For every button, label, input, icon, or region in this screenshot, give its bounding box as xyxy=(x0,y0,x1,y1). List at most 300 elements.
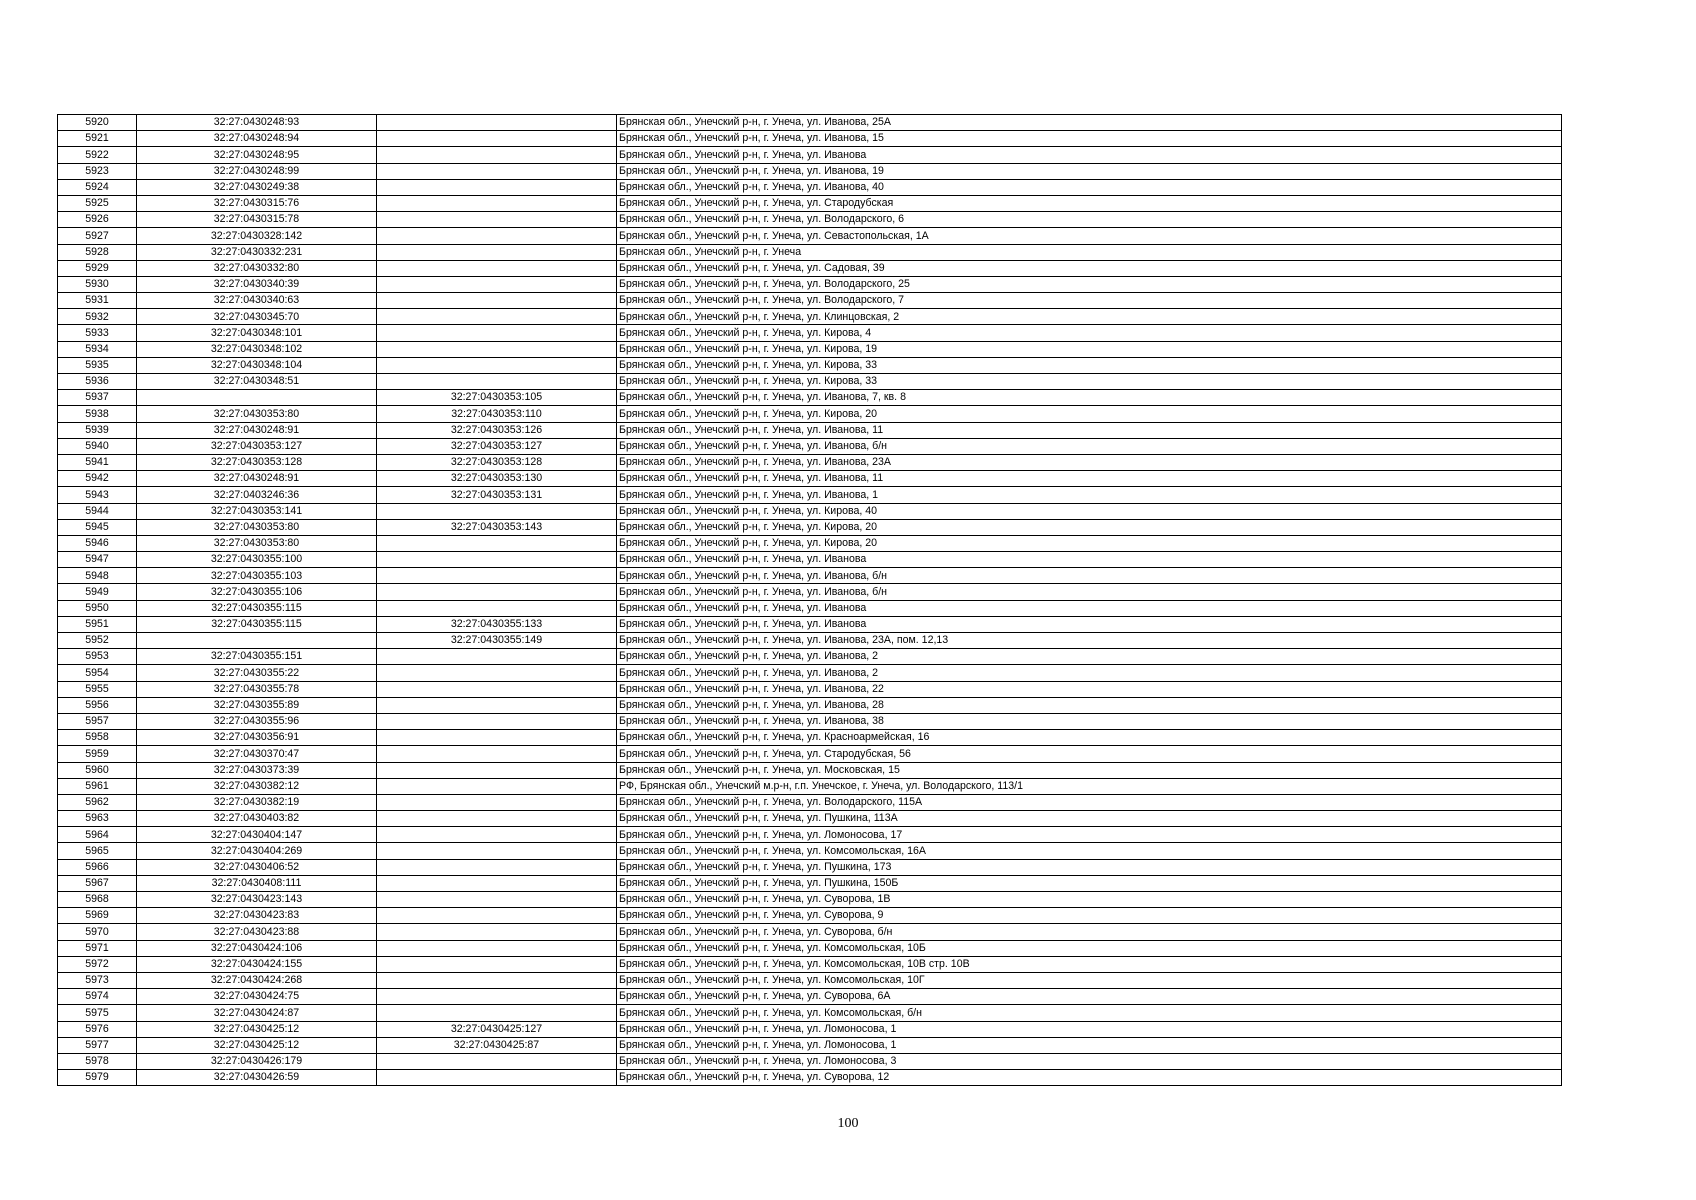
related-cadastral-number-cell xyxy=(377,600,617,616)
related-cadastral-number-cell xyxy=(377,875,617,891)
cadastral-number-cell: 32:27:0430424:155 xyxy=(137,956,377,972)
related-cadastral-number-cell xyxy=(377,244,617,260)
row-number-cell: 5955 xyxy=(58,681,137,697)
table-row xyxy=(58,519,1562,535)
row-number-cell: 5942 xyxy=(58,471,137,487)
address-cell: Брянская обл., Унечский р-н, г. Унеча, ул. Комсомольская, 10Б xyxy=(617,940,1562,956)
table-row xyxy=(58,293,1562,309)
table-row xyxy=(58,212,1562,228)
related-cadastral-number-cell xyxy=(377,341,617,357)
row-number-cell: 5978 xyxy=(58,1053,137,1069)
address-cell: Брянская обл., Унечский р-н, г. Унеча, ул. Московская, 15 xyxy=(617,762,1562,778)
table-row xyxy=(58,325,1562,341)
cadastral-number-cell: 32:27:0430373:39 xyxy=(137,762,377,778)
table-row xyxy=(58,730,1562,746)
cadastral-number-cell: 32:27:0430353:141 xyxy=(137,503,377,519)
cadastral-number-cell: 32:27:0430248:91 xyxy=(137,471,377,487)
related-cadastral-number-cell xyxy=(377,584,617,600)
cadastral-number-cell: 32:27:0430425:12 xyxy=(137,1021,377,1037)
row-number-cell: 5940 xyxy=(58,438,137,454)
related-cadastral-number-cell xyxy=(377,535,617,551)
cadastral-number-cell: 32:27:0430425:12 xyxy=(137,1037,377,1053)
cadastral-number-cell: 32:27:0430249:38 xyxy=(137,179,377,195)
address-cell: Брянская обл., Унечский р-н, г. Унеча, ул. Володарского, 6 xyxy=(617,212,1562,228)
related-cadastral-number-cell xyxy=(377,972,617,988)
related-cadastral-number-cell: 32:27:0430353:143 xyxy=(377,519,617,535)
address-cell: Брянская обл., Унечский р-н, г. Унеча, ул. Кирова, 19 xyxy=(617,341,1562,357)
related-cadastral-number-cell xyxy=(377,697,617,713)
address-cell: Брянская обл., Унечский р-н, г. Унеча, ул. Иванова, 38 xyxy=(617,713,1562,729)
related-cadastral-number-cell xyxy=(377,309,617,325)
cadastral-number-cell: 32:27:0430248:99 xyxy=(137,163,377,179)
row-number-cell: 5964 xyxy=(58,827,137,843)
cadastral-number-cell: 32:27:0430345:70 xyxy=(137,309,377,325)
cadastral-number-cell: 32:27:0430340:63 xyxy=(137,293,377,309)
table-row xyxy=(58,956,1562,972)
related-cadastral-number-cell xyxy=(377,956,617,972)
cadastral-number-cell: 32:27:0430424:87 xyxy=(137,1005,377,1021)
table-row xyxy=(58,713,1562,729)
cadastral-number-cell: 32:27:0430403:82 xyxy=(137,811,377,827)
cadastral-number-cell: 32:27:0430328:142 xyxy=(137,228,377,244)
row-number-cell: 5928 xyxy=(58,244,137,260)
table-row xyxy=(58,633,1562,649)
cadastral-number-cell: 32:27:0430348:51 xyxy=(137,374,377,390)
cadastral-number-cell: 32:27:0430355:100 xyxy=(137,552,377,568)
cadastral-number-cell: 32:27:0430423:88 xyxy=(137,924,377,940)
address-cell: Брянская обл., Унечский р-н, г. Унеча, ул. Ломоносова, 1 xyxy=(617,1037,1562,1053)
row-number-cell: 5958 xyxy=(58,730,137,746)
row-number-cell: 5944 xyxy=(58,503,137,519)
cadastral-number-cell: 32:27:0430408:111 xyxy=(137,875,377,891)
cadastral-number-cell: 32:27:0430426:179 xyxy=(137,1053,377,1069)
row-number-cell: 5945 xyxy=(58,519,137,535)
related-cadastral-number-cell xyxy=(377,924,617,940)
related-cadastral-number-cell: 32:27:0430353:105 xyxy=(377,390,617,406)
row-number-cell: 5951 xyxy=(58,616,137,632)
address-cell: Брянская обл., Унечский р-н, г. Унеча, ул. Иванова, 25А xyxy=(617,115,1562,131)
address-cell: Брянская обл., Унечский р-н, г. Унеча, ул. Пушкина, 150Б xyxy=(617,875,1562,891)
cadastral-number-cell: 32:27:0430355:78 xyxy=(137,681,377,697)
related-cadastral-number-cell: 32:27:0430355:133 xyxy=(377,616,617,632)
row-number-cell: 5970 xyxy=(58,924,137,940)
address-cell: Брянская обл., Унечский р-н, г. Унеча, ул. Иванова xyxy=(617,147,1562,163)
table-row xyxy=(58,827,1562,843)
cadastral-number-cell: 32:27:0430355:106 xyxy=(137,584,377,600)
table-row xyxy=(58,357,1562,373)
address-cell: Брянская обл., Унечский р-н, г. Унеча, ул. Володарского, 25 xyxy=(617,276,1562,292)
cadastral-number-cell: 32:27:0430332:231 xyxy=(137,244,377,260)
cadastral-number-cell: 32:27:0430426:59 xyxy=(137,1070,377,1086)
table-row xyxy=(58,487,1562,503)
table-row xyxy=(58,244,1562,260)
row-number-cell: 5933 xyxy=(58,325,137,341)
address-cell: Брянская обл., Унечский р-н, г. Унеча, ул. Суворова, б/н xyxy=(617,924,1562,940)
cadastral-number-cell xyxy=(137,390,377,406)
table-row xyxy=(58,697,1562,713)
address-cell: Брянская обл., Унечский р-н, г. Унеча, ул. Комсомольская, 10В стр. 10В xyxy=(617,956,1562,972)
row-number-cell: 5979 xyxy=(58,1070,137,1086)
cadastral-number-cell: 32:27:0430340:39 xyxy=(137,276,377,292)
cadastral-number-cell: 32:27:0430355:115 xyxy=(137,616,377,632)
page-number: 100 xyxy=(837,1116,859,1131)
address-cell: Брянская обл., Унечский р-н, г. Унеча, ул. Садовая, 39 xyxy=(617,260,1562,276)
related-cadastral-number-cell xyxy=(377,357,617,373)
related-cadastral-number-cell xyxy=(377,730,617,746)
table-row xyxy=(58,649,1562,665)
table-row xyxy=(58,1070,1562,1086)
table-row xyxy=(58,989,1562,1005)
row-number-cell: 5924 xyxy=(58,179,137,195)
cadastral-number-cell: 32:27:0430353:127 xyxy=(137,438,377,454)
row-number-cell: 5967 xyxy=(58,875,137,891)
related-cadastral-number-cell xyxy=(377,1070,617,1086)
table-row xyxy=(58,908,1562,924)
table-row xyxy=(58,600,1562,616)
address-cell: Брянская обл., Унечский р-н, г. Унеча, ул. Суворова, 12 xyxy=(617,1070,1562,1086)
related-cadastral-number-cell xyxy=(377,293,617,309)
address-cell: Брянская обл., Унечский р-н, г. Унеча, ул. Ломоносова, 3 xyxy=(617,1053,1562,1069)
address-cell: Брянская обл., Унечский р-н, г. Унеча, ул. Иванова, 23А xyxy=(617,454,1562,470)
table-row xyxy=(58,195,1562,211)
address-cell: Брянская обл., Унечский р-н, г. Унеча, ул. Иванова, 2 xyxy=(617,649,1562,665)
table-row xyxy=(58,892,1562,908)
table-row xyxy=(58,535,1562,551)
cadastral-number-cell: 32:27:0430424:106 xyxy=(137,940,377,956)
row-number-cell: 5968 xyxy=(58,892,137,908)
row-number-cell: 5948 xyxy=(58,568,137,584)
cadastral-number-cell: 32:27:0430248:95 xyxy=(137,147,377,163)
row-number-cell: 5972 xyxy=(58,956,137,972)
row-number-cell: 5957 xyxy=(58,713,137,729)
table-row xyxy=(58,276,1562,292)
row-number-cell: 5931 xyxy=(58,293,137,309)
table-row xyxy=(58,471,1562,487)
row-number-cell: 5977 xyxy=(58,1037,137,1053)
table-row xyxy=(58,438,1562,454)
row-number-cell: 5927 xyxy=(58,228,137,244)
table-row xyxy=(58,454,1562,470)
cadastral-number-cell: 32:27:0430332:80 xyxy=(137,260,377,276)
cadastral-number-cell: 32:27:0430348:102 xyxy=(137,341,377,357)
address-cell: Брянская обл., Унечский р-н, г. Унеча, ул. Иванова xyxy=(617,600,1562,616)
table-row xyxy=(58,1037,1562,1053)
related-cadastral-number-cell xyxy=(377,195,617,211)
table-row xyxy=(58,228,1562,244)
table-row xyxy=(58,552,1562,568)
table-row xyxy=(58,406,1562,422)
row-number-cell: 5922 xyxy=(58,147,137,163)
address-cell: Брянская обл., Унечский р-н, г. Унеча, ул. Суворова, 9 xyxy=(617,908,1562,924)
related-cadastral-number-cell: 32:27:0430353:131 xyxy=(377,487,617,503)
cadastral-number-cell: 32:27:0430353:80 xyxy=(137,519,377,535)
related-cadastral-number-cell xyxy=(377,212,617,228)
cadastral-number-cell: 32:27:0403246:36 xyxy=(137,487,377,503)
address-cell: Брянская обл., Унечский р-н, г. Унеча, ул. Кирова, 33 xyxy=(617,357,1562,373)
address-cell: Брянская обл., Унечский р-н, г. Унеча, ул. Иванова, 22 xyxy=(617,681,1562,697)
related-cadastral-number-cell xyxy=(377,325,617,341)
table-row xyxy=(58,390,1562,406)
related-cadastral-number-cell xyxy=(377,746,617,762)
cadastral-number-cell: 32:27:0430423:143 xyxy=(137,892,377,908)
cadastral-number-cell: 32:27:0430353:80 xyxy=(137,406,377,422)
row-number-cell: 5938 xyxy=(58,406,137,422)
row-number-cell: 5975 xyxy=(58,1005,137,1021)
cadastral-number-cell: 32:27:0430348:104 xyxy=(137,357,377,373)
related-cadastral-number-cell xyxy=(377,115,617,131)
related-cadastral-number-cell xyxy=(377,843,617,859)
related-cadastral-number-cell xyxy=(377,552,617,568)
table-row xyxy=(58,875,1562,891)
row-number-cell: 5934 xyxy=(58,341,137,357)
address-cell: Брянская обл., Унечский р-н, г. Унеча, ул. Иванова, 15 xyxy=(617,131,1562,147)
related-cadastral-number-cell xyxy=(377,163,617,179)
related-cadastral-number-cell xyxy=(377,892,617,908)
cadastral-number-cell xyxy=(137,633,377,649)
row-number-cell: 5949 xyxy=(58,584,137,600)
table-row xyxy=(58,794,1562,810)
table-row xyxy=(58,147,1562,163)
address-cell: Брянская обл., Унечский р-н, г. Унеча, ул. Кирова, 20 xyxy=(617,535,1562,551)
row-number-cell: 5941 xyxy=(58,454,137,470)
address-cell: Брянская обл., Унечский р-н, г. Унеча, ул. Кирова, 20 xyxy=(617,519,1562,535)
address-cell: Брянская обл., Унечский р-н, г. Унеча, ул. Комсомольская, 16А xyxy=(617,843,1562,859)
related-cadastral-number-cell xyxy=(377,859,617,875)
address-cell: Брянская обл., Унечский р-н, г. Унеча, ул. Комсомольская, 10Г xyxy=(617,972,1562,988)
cadastral-number-cell: 32:27:0430353:128 xyxy=(137,454,377,470)
table-row xyxy=(58,341,1562,357)
row-number-cell: 5920 xyxy=(58,115,137,131)
related-cadastral-number-cell xyxy=(377,649,617,665)
related-cadastral-number-cell xyxy=(377,276,617,292)
address-cell: Брянская обл., Унечский р-н, г. Унеча, ул. Пушкина, 173 xyxy=(617,859,1562,875)
address-cell: Брянская обл., Унечский р-н, г. Унеча, ул. Иванова, 11 xyxy=(617,422,1562,438)
related-cadastral-number-cell xyxy=(377,260,617,276)
address-cell: Брянская обл., Унечский р-н, г. Унеча, ул. Иванова, 40 xyxy=(617,179,1562,195)
table-row xyxy=(58,616,1562,632)
table-row xyxy=(58,681,1562,697)
address-cell: Брянская обл., Унечский р-н, г. Унеча, ул. Иванова, 19 xyxy=(617,163,1562,179)
related-cadastral-number-cell xyxy=(377,681,617,697)
row-number-cell: 5947 xyxy=(58,552,137,568)
row-number-cell: 5961 xyxy=(58,778,137,794)
related-cadastral-number-cell xyxy=(377,908,617,924)
address-cell: Брянская обл., Унечский р-н, г. Унеча, ул. Иванова xyxy=(617,616,1562,632)
table-row xyxy=(58,1053,1562,1069)
address-cell: Брянская обл., Унечский р-н, г. Унеча, ул. Иванова, 2 xyxy=(617,665,1562,681)
address-cell: Брянская обл., Унечский р-н, г. Унеча, ул. Пушкина, 113А xyxy=(617,811,1562,827)
table-row xyxy=(58,843,1562,859)
row-number-cell: 5921 xyxy=(58,131,137,147)
cadastral-number-cell: 32:27:0430315:78 xyxy=(137,212,377,228)
table-row xyxy=(58,260,1562,276)
cadastral-number-cell: 32:27:0430355:103 xyxy=(137,568,377,584)
cadastral-number-cell: 32:27:0430404:269 xyxy=(137,843,377,859)
address-cell: Брянская обл., Унечский р-н, г. Унеча, ул. Кирова, 4 xyxy=(617,325,1562,341)
related-cadastral-number-cell xyxy=(377,374,617,390)
address-cell: Брянская обл., Унечский р-н, г. Унеча, ул. Кирова, 20 xyxy=(617,406,1562,422)
table-row xyxy=(58,131,1562,147)
table-row xyxy=(58,924,1562,940)
table-row xyxy=(58,584,1562,600)
table-row xyxy=(58,179,1562,195)
related-cadastral-number-cell xyxy=(377,989,617,1005)
address-cell: Брянская обл., Унечский р-н, г. Унеча, ул. Володарского, 7 xyxy=(617,293,1562,309)
row-number-cell: 5953 xyxy=(58,649,137,665)
cadastral-number-cell: 32:27:0430424:75 xyxy=(137,989,377,1005)
cadastral-number-cell: 32:27:0430348:101 xyxy=(137,325,377,341)
address-cell: Брянская обл., Унечский р-н, г. Унеча, ул. Стародубская xyxy=(617,195,1562,211)
related-cadastral-number-cell xyxy=(377,811,617,827)
table-row xyxy=(58,972,1562,988)
cadastral-number-cell: 32:27:0430424:268 xyxy=(137,972,377,988)
related-cadastral-number-cell xyxy=(377,147,617,163)
row-number-cell: 5973 xyxy=(58,972,137,988)
table-row xyxy=(58,422,1562,438)
cadastral-number-cell: 32:27:0430248:94 xyxy=(137,131,377,147)
cadastral-number-cell: 32:27:0430406:52 xyxy=(137,859,377,875)
row-number-cell: 5959 xyxy=(58,746,137,762)
table-row xyxy=(58,568,1562,584)
cadastral-number-cell: 32:27:0430370:47 xyxy=(137,746,377,762)
related-cadastral-number-cell xyxy=(377,131,617,147)
related-cadastral-number-cell xyxy=(377,1053,617,1069)
row-number-cell: 5974 xyxy=(58,989,137,1005)
row-number-cell: 5925 xyxy=(58,195,137,211)
row-number-cell: 5937 xyxy=(58,390,137,406)
cadastral-number-cell: 32:27:0430355:22 xyxy=(137,665,377,681)
table-row xyxy=(58,859,1562,875)
table-row xyxy=(58,1021,1562,1037)
cadastral-number-cell: 32:27:0430382:12 xyxy=(137,778,377,794)
registry-table-body xyxy=(58,115,1562,1086)
related-cadastral-number-cell: 32:27:0430353:126 xyxy=(377,422,617,438)
address-cell: РФ, Брянская обл., Унечский м.р-н, г.п. Унечское, г. Унеча, ул. Володарского, 113/1 xyxy=(617,778,1562,794)
related-cadastral-number-cell xyxy=(377,228,617,244)
table-row xyxy=(58,1005,1562,1021)
row-number-cell: 5946 xyxy=(58,535,137,551)
related-cadastral-number-cell: 32:27:0430353:128 xyxy=(377,454,617,470)
address-cell: Брянская обл., Унечский р-н, г. Унеча, ул. Ломоносова, 17 xyxy=(617,827,1562,843)
row-number-cell: 5923 xyxy=(58,163,137,179)
address-cell: Брянская обл., Унечский р-н, г. Унеча, ул. Ломоносова, 1 xyxy=(617,1021,1562,1037)
address-cell: Брянская обл., Унечский р-н, г. Унеча, ул. Иванова, б/н xyxy=(617,584,1562,600)
table-row xyxy=(58,778,1562,794)
related-cadastral-number-cell xyxy=(377,713,617,729)
related-cadastral-number-cell: 32:27:0430353:130 xyxy=(377,471,617,487)
related-cadastral-number-cell: 32:27:0430353:127 xyxy=(377,438,617,454)
cadastral-number-cell: 32:27:0430355:115 xyxy=(137,600,377,616)
row-number-cell: 5950 xyxy=(58,600,137,616)
row-number-cell: 5971 xyxy=(58,940,137,956)
table-row xyxy=(58,374,1562,390)
address-cell: Брянская обл., Унечский р-н, г. Унеча, ул. Иванова, б/н xyxy=(617,568,1562,584)
row-number-cell: 5929 xyxy=(58,260,137,276)
cadastral-registry-table xyxy=(57,114,1562,1086)
address-cell: Брянская обл., Унечский р-н, г. Унеча, ул. Суворова, 6А xyxy=(617,989,1562,1005)
related-cadastral-number-cell xyxy=(377,762,617,778)
cadastral-number-cell: 32:27:0430353:80 xyxy=(137,535,377,551)
row-number-cell: 5932 xyxy=(58,309,137,325)
related-cadastral-number-cell xyxy=(377,179,617,195)
address-cell: Брянская обл., Унечский р-н, г. Унеча, ул. Комсомольская, б/н xyxy=(617,1005,1562,1021)
cadastral-number-cell: 32:27:0430356:91 xyxy=(137,730,377,746)
row-number-cell: 5963 xyxy=(58,811,137,827)
table-row xyxy=(58,811,1562,827)
table-row xyxy=(58,115,1562,131)
address-cell: Брянская обл., Унечский р-н, г. Унеча, ул. Севастопольская, 1А xyxy=(617,228,1562,244)
cadastral-number-cell: 32:27:0430404:147 xyxy=(137,827,377,843)
address-cell: Брянская обл., Унечский р-н, г. Унеча, ул. Иванова xyxy=(617,552,1562,568)
cadastral-number-cell: 32:27:0430248:91 xyxy=(137,422,377,438)
row-number-cell: 5935 xyxy=(58,357,137,373)
related-cadastral-number-cell xyxy=(377,827,617,843)
table-row xyxy=(58,163,1562,179)
row-number-cell: 5939 xyxy=(58,422,137,438)
address-cell: Брянская обл., Унечский р-н, г. Унеча, ул. Иванова, 23А, пом. 12,13 xyxy=(617,633,1562,649)
row-number-cell: 5965 xyxy=(58,843,137,859)
related-cadastral-number-cell: 32:27:0430425:87 xyxy=(377,1037,617,1053)
row-number-cell: 5960 xyxy=(58,762,137,778)
cadastral-number-cell: 32:27:0430423:83 xyxy=(137,908,377,924)
address-cell: Брянская обл., Унечский р-н, г. Унеча, ул. Иванова, 11 xyxy=(617,471,1562,487)
cadastral-number-cell: 32:27:0430248:93 xyxy=(137,115,377,131)
related-cadastral-number-cell xyxy=(377,940,617,956)
row-number-cell: 5926 xyxy=(58,212,137,228)
related-cadastral-number-cell xyxy=(377,665,617,681)
row-number-cell: 5954 xyxy=(58,665,137,681)
row-number-cell: 5936 xyxy=(58,374,137,390)
table-row xyxy=(58,503,1562,519)
related-cadastral-number-cell xyxy=(377,794,617,810)
address-cell: Брянская обл., Унечский р-н, г. Унеча, ул. Красноармейская, 16 xyxy=(617,730,1562,746)
row-number-cell: 5943 xyxy=(58,487,137,503)
row-number-cell: 5976 xyxy=(58,1021,137,1037)
table-row xyxy=(58,665,1562,681)
table-row xyxy=(58,762,1562,778)
related-cadastral-number-cell xyxy=(377,503,617,519)
table-row xyxy=(58,309,1562,325)
row-number-cell: 5930 xyxy=(58,276,137,292)
address-cell: Брянская обл., Унечский р-н, г. Унеча, ул. Кирова, 40 xyxy=(617,503,1562,519)
address-cell: Брянская обл., Унечский р-н, г. Унеча, ул. Суворова, 1В xyxy=(617,892,1562,908)
address-cell: Брянская обл., Унечский р-н, г. Унеча, ул. Иванова, б/н xyxy=(617,438,1562,454)
cadastral-number-cell: 32:27:0430382:19 xyxy=(137,794,377,810)
address-cell: Брянская обл., Унечский р-н, г. Унеча, ул. Клинцовская, 2 xyxy=(617,309,1562,325)
row-number-cell: 5962 xyxy=(58,794,137,810)
related-cadastral-number-cell: 32:27:0430355:149 xyxy=(377,633,617,649)
related-cadastral-number-cell xyxy=(377,1005,617,1021)
address-cell: Брянская обл., Унечский р-н, г. Унеча, ул. Стародубская, 56 xyxy=(617,746,1562,762)
related-cadastral-number-cell xyxy=(377,568,617,584)
related-cadastral-number-cell xyxy=(377,778,617,794)
address-cell: Брянская обл., Унечский р-н, г. Унеча xyxy=(617,244,1562,260)
cadastral-number-cell: 32:27:0430355:89 xyxy=(137,697,377,713)
address-cell: Брянская обл., Унечский р-н, г. Унеча, ул. Володарского, 115А xyxy=(617,794,1562,810)
table-row xyxy=(58,940,1562,956)
cadastral-number-cell: 32:27:0430355:96 xyxy=(137,713,377,729)
table-row xyxy=(58,746,1562,762)
row-number-cell: 5966 xyxy=(58,859,137,875)
cadastral-number-cell: 32:27:0430315:76 xyxy=(137,195,377,211)
address-cell: Брянская обл., Унечский р-н, г. Унеча, ул. Иванова, 7, кв. 8 xyxy=(617,390,1562,406)
cadastral-number-cell: 32:27:0430355:151 xyxy=(137,649,377,665)
address-cell: Брянская обл., Унечский р-н, г. Унеча, ул. Иванова, 28 xyxy=(617,697,1562,713)
row-number-cell: 5969 xyxy=(58,908,137,924)
row-number-cell: 5952 xyxy=(58,633,137,649)
related-cadastral-number-cell: 32:27:0430353:110 xyxy=(377,406,617,422)
address-cell: Брянская обл., Унечский р-н, г. Унеча, ул. Иванова, 1 xyxy=(617,487,1562,503)
